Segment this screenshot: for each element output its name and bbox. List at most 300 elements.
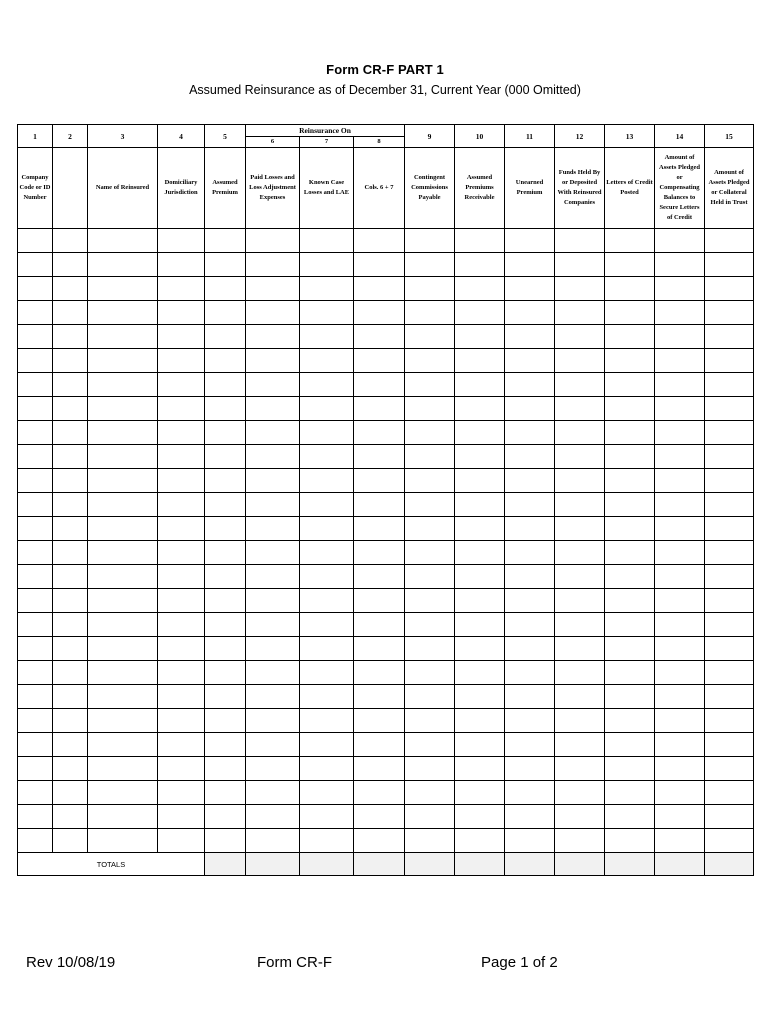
entry-cell[interactable] [354,637,405,661]
entry-cell[interactable] [405,541,455,565]
entry-cell[interactable] [405,613,455,637]
entry-cell[interactable] [354,493,405,517]
entry-cell[interactable] [555,541,605,565]
entry-cell[interactable] [455,589,505,613]
entry-cell[interactable] [300,757,354,781]
entry-cell[interactable] [505,661,555,685]
entry-cell[interactable] [53,829,88,853]
entry-cell[interactable] [455,445,505,469]
entry-cell[interactable] [300,733,354,757]
entry-cell[interactable] [705,541,754,565]
entry-cell[interactable] [246,445,300,469]
entry-cell[interactable] [246,589,300,613]
entry-cell[interactable] [88,277,158,301]
entry-cell[interactable] [505,805,555,829]
totals-cell[interactable] [246,853,300,876]
entry-cell[interactable] [53,781,88,805]
entry-cell[interactable] [158,637,205,661]
entry-cell[interactable] [53,349,88,373]
entry-cell[interactable] [605,469,655,493]
entry-cell[interactable] [405,493,455,517]
entry-cell[interactable] [505,253,555,277]
entry-cell[interactable] [455,229,505,253]
entry-cell[interactable] [300,421,354,445]
entry-cell[interactable] [205,349,246,373]
entry-cell[interactable] [405,421,455,445]
entry-cell[interactable] [18,421,53,445]
entry-cell[interactable] [88,229,158,253]
entry-cell[interactable] [53,493,88,517]
entry-cell[interactable] [246,253,300,277]
entry-cell[interactable] [88,325,158,349]
entry-cell[interactable] [246,781,300,805]
entry-cell[interactable] [455,685,505,709]
entry-cell[interactable] [354,469,405,493]
entry-cell[interactable] [605,373,655,397]
entry-cell[interactable] [405,325,455,349]
entry-cell[interactable] [246,805,300,829]
entry-cell[interactable] [18,469,53,493]
entry-cell[interactable] [205,589,246,613]
entry-cell[interactable] [655,517,705,541]
entry-cell[interactable] [18,589,53,613]
entry-cell[interactable] [405,733,455,757]
entry-cell[interactable] [705,661,754,685]
entry-cell[interactable] [505,613,555,637]
entry-cell[interactable] [505,373,555,397]
entry-cell[interactable] [158,229,205,253]
entry-cell[interactable] [705,325,754,349]
entry-cell[interactable] [655,277,705,301]
entry-cell[interactable] [405,685,455,709]
entry-cell[interactable] [405,709,455,733]
entry-cell[interactable] [246,829,300,853]
entry-cell[interactable] [455,469,505,493]
entry-cell[interactable] [455,661,505,685]
entry-cell[interactable] [53,757,88,781]
entry-cell[interactable] [246,301,300,325]
entry-cell[interactable] [455,805,505,829]
entry-cell[interactable] [455,421,505,445]
entry-cell[interactable] [88,685,158,709]
entry-cell[interactable] [705,685,754,709]
entry-cell[interactable] [455,613,505,637]
entry-cell[interactable] [555,733,605,757]
entry-cell[interactable] [555,805,605,829]
entry-cell[interactable] [246,397,300,421]
entry-cell[interactable] [405,829,455,853]
entry-cell[interactable] [555,397,605,421]
entry-cell[interactable] [354,613,405,637]
entry-cell[interactable] [455,373,505,397]
entry-cell[interactable] [158,277,205,301]
entry-cell[interactable] [455,733,505,757]
entry-cell[interactable] [300,445,354,469]
entry-cell[interactable] [555,493,605,517]
entry-cell[interactable] [53,709,88,733]
entry-cell[interactable] [705,469,754,493]
entry-cell[interactable] [158,493,205,517]
entry-cell[interactable] [158,253,205,277]
entry-cell[interactable] [158,397,205,421]
entry-cell[interactable] [158,325,205,349]
entry-cell[interactable] [88,373,158,397]
entry-cell[interactable] [300,325,354,349]
entry-cell[interactable] [455,277,505,301]
entry-cell[interactable] [158,781,205,805]
totals-cell[interactable] [555,853,605,876]
entry-cell[interactable] [246,517,300,541]
entry-cell[interactable] [555,709,605,733]
entry-cell[interactable] [205,805,246,829]
entry-cell[interactable] [88,733,158,757]
entry-cell[interactable] [158,757,205,781]
entry-cell[interactable] [354,229,405,253]
entry-cell[interactable] [705,421,754,445]
entry-cell[interactable] [605,493,655,517]
totals-cell[interactable] [300,853,354,876]
entry-cell[interactable] [246,229,300,253]
entry-cell[interactable] [505,733,555,757]
entry-cell[interactable] [705,517,754,541]
entry-cell[interactable] [88,709,158,733]
entry-cell[interactable] [505,469,555,493]
entry-cell[interactable] [555,349,605,373]
entry-cell[interactable] [705,589,754,613]
entry-cell[interactable] [354,781,405,805]
entry-cell[interactable] [405,229,455,253]
entry-cell[interactable] [655,757,705,781]
entry-cell[interactable] [455,397,505,421]
entry-cell[interactable] [705,709,754,733]
entry-cell[interactable] [205,685,246,709]
entry-cell[interactable] [205,253,246,277]
entry-cell[interactable] [555,421,605,445]
entry-cell[interactable] [455,301,505,325]
entry-cell[interactable] [605,301,655,325]
entry-cell[interactable] [158,349,205,373]
entry-cell[interactable] [18,637,53,661]
entry-cell[interactable] [158,709,205,733]
entry-cell[interactable] [53,469,88,493]
entry-cell[interactable] [205,709,246,733]
entry-cell[interactable] [655,565,705,589]
entry-cell[interactable] [655,733,705,757]
entry-cell[interactable] [354,565,405,589]
entry-cell[interactable] [300,781,354,805]
entry-cell[interactable] [405,397,455,421]
entry-cell[interactable] [300,661,354,685]
totals-cell[interactable] [455,853,505,876]
entry-cell[interactable] [655,301,705,325]
entry-cell[interactable] [246,733,300,757]
entry-cell[interactable] [246,469,300,493]
entry-cell[interactable] [605,589,655,613]
entry-cell[interactable] [18,445,53,469]
entry-cell[interactable] [705,565,754,589]
entry-cell[interactable] [53,661,88,685]
entry-cell[interactable] [555,637,605,661]
entry-cell[interactable] [705,805,754,829]
entry-cell[interactable] [88,349,158,373]
entry-cell[interactable] [354,517,405,541]
entry-cell[interactable] [246,373,300,397]
entry-cell[interactable] [605,805,655,829]
entry-cell[interactable] [205,397,246,421]
entry-cell[interactable] [18,229,53,253]
entry-cell[interactable] [655,445,705,469]
entry-cell[interactable] [53,565,88,589]
entry-cell[interactable] [354,301,405,325]
entry-cell[interactable] [246,349,300,373]
entry-cell[interactable] [405,301,455,325]
entry-cell[interactable] [505,781,555,805]
entry-cell[interactable] [455,541,505,565]
entry-cell[interactable] [300,397,354,421]
entry-cell[interactable] [158,517,205,541]
entry-cell[interactable] [705,253,754,277]
entry-cell[interactable] [605,421,655,445]
entry-cell[interactable] [158,733,205,757]
entry-cell[interactable] [505,589,555,613]
entry-cell[interactable] [53,397,88,421]
entry-cell[interactable] [158,661,205,685]
entry-cell[interactable] [605,829,655,853]
entry-cell[interactable] [53,373,88,397]
entry-cell[interactable] [605,661,655,685]
entry-cell[interactable] [300,373,354,397]
entry-cell[interactable] [405,277,455,301]
entry-cell[interactable] [88,421,158,445]
entry-cell[interactable] [53,421,88,445]
entry-cell[interactable] [555,229,605,253]
entry-cell[interactable] [505,229,555,253]
totals-cell[interactable] [505,853,555,876]
entry-cell[interactable] [205,301,246,325]
entry-cell[interactable] [300,301,354,325]
entry-cell[interactable] [88,541,158,565]
entry-cell[interactable] [205,733,246,757]
entry-cell[interactable] [158,301,205,325]
entry-cell[interactable] [53,733,88,757]
entry-cell[interactable] [205,325,246,349]
entry-cell[interactable] [555,589,605,613]
entry-cell[interactable] [605,541,655,565]
entry-cell[interactable] [158,685,205,709]
entry-cell[interactable] [705,637,754,661]
entry-cell[interactable] [354,541,405,565]
entry-cell[interactable] [605,613,655,637]
entry-cell[interactable] [88,517,158,541]
entry-cell[interactable] [300,277,354,301]
entry-cell[interactable] [300,613,354,637]
entry-cell[interactable] [205,757,246,781]
totals-cell[interactable] [405,853,455,876]
entry-cell[interactable] [705,733,754,757]
entry-cell[interactable] [405,373,455,397]
entry-cell[interactable] [205,565,246,589]
entry-cell[interactable] [246,661,300,685]
entry-cell[interactable] [18,733,53,757]
entry-cell[interactable] [455,349,505,373]
entry-cell[interactable] [705,229,754,253]
entry-cell[interactable] [246,493,300,517]
entry-cell[interactable] [88,757,158,781]
entry-cell[interactable] [88,493,158,517]
entry-cell[interactable] [505,445,555,469]
entry-cell[interactable] [655,469,705,493]
entry-cell[interactable] [53,541,88,565]
entry-cell[interactable] [205,541,246,565]
entry-cell[interactable] [505,493,555,517]
entry-cell[interactable] [354,421,405,445]
entry-cell[interactable] [300,805,354,829]
entry-cell[interactable] [300,253,354,277]
entry-cell[interactable] [655,253,705,277]
entry-cell[interactable] [158,445,205,469]
entry-cell[interactable] [655,541,705,565]
entry-cell[interactable] [158,421,205,445]
entry-cell[interactable] [505,325,555,349]
entry-cell[interactable] [158,805,205,829]
entry-cell[interactable] [505,829,555,853]
entry-cell[interactable] [300,709,354,733]
entry-cell[interactable] [18,709,53,733]
entry-cell[interactable] [18,661,53,685]
entry-cell[interactable] [53,277,88,301]
entry-cell[interactable] [300,517,354,541]
entry-cell[interactable] [205,493,246,517]
entry-cell[interactable] [88,805,158,829]
entry-cell[interactable] [555,661,605,685]
totals-cell[interactable] [705,853,754,876]
entry-cell[interactable] [605,781,655,805]
entry-cell[interactable] [405,781,455,805]
entry-cell[interactable] [505,517,555,541]
entry-cell[interactable] [53,325,88,349]
entry-cell[interactable] [354,805,405,829]
entry-cell[interactable] [455,757,505,781]
entry-cell[interactable] [605,685,655,709]
entry-cell[interactable] [705,757,754,781]
entry-cell[interactable] [300,829,354,853]
entry-cell[interactable] [555,781,605,805]
entry-cell[interactable] [88,445,158,469]
entry-cell[interactable] [354,445,405,469]
entry-cell[interactable] [505,421,555,445]
entry-cell[interactable] [53,253,88,277]
entry-cell[interactable] [300,541,354,565]
entry-cell[interactable] [455,781,505,805]
entry-cell[interactable] [354,661,405,685]
entry-cell[interactable] [705,397,754,421]
entry-cell[interactable] [354,397,405,421]
entry-cell[interactable] [88,829,158,853]
entry-cell[interactable] [455,637,505,661]
entry-cell[interactable] [405,349,455,373]
entry-cell[interactable] [655,661,705,685]
totals-cell[interactable] [655,853,705,876]
entry-cell[interactable] [205,445,246,469]
entry-cell[interactable] [205,613,246,637]
entry-cell[interactable] [300,469,354,493]
entry-cell[interactable] [655,613,705,637]
entry-cell[interactable] [354,829,405,853]
totals-cell[interactable] [354,853,405,876]
entry-cell[interactable] [18,517,53,541]
entry-cell[interactable] [246,637,300,661]
entry-cell[interactable] [158,829,205,853]
entry-cell[interactable] [555,373,605,397]
entry-cell[interactable] [300,685,354,709]
entry-cell[interactable] [605,757,655,781]
entry-cell[interactable] [555,301,605,325]
entry-cell[interactable] [455,709,505,733]
entry-cell[interactable] [555,469,605,493]
entry-cell[interactable] [455,493,505,517]
entry-cell[interactable] [18,253,53,277]
entry-cell[interactable] [300,493,354,517]
entry-cell[interactable] [88,637,158,661]
entry-cell[interactable] [705,373,754,397]
entry-cell[interactable] [605,733,655,757]
entry-cell[interactable] [246,685,300,709]
entry-cell[interactable] [246,541,300,565]
entry-cell[interactable] [655,493,705,517]
entry-cell[interactable] [655,229,705,253]
entry-cell[interactable] [555,253,605,277]
entry-cell[interactable] [555,757,605,781]
entry-cell[interactable] [605,709,655,733]
entry-cell[interactable] [88,781,158,805]
entry-cell[interactable] [354,325,405,349]
entry-cell[interactable] [605,253,655,277]
entry-cell[interactable] [18,397,53,421]
entry-cell[interactable] [555,517,605,541]
entry-cell[interactable] [605,565,655,589]
entry-cell[interactable] [88,397,158,421]
entry-cell[interactable] [354,685,405,709]
entry-cell[interactable] [205,637,246,661]
entry-cell[interactable] [605,637,655,661]
entry-cell[interactable] [505,541,555,565]
entry-cell[interactable] [354,709,405,733]
entry-cell[interactable] [655,349,705,373]
entry-cell[interactable] [655,709,705,733]
entry-cell[interactable] [405,253,455,277]
entry-cell[interactable] [18,301,53,325]
entry-cell[interactable] [88,301,158,325]
entry-cell[interactable] [205,373,246,397]
entry-cell[interactable] [53,637,88,661]
entry-cell[interactable] [605,229,655,253]
entry-cell[interactable] [555,565,605,589]
entry-cell[interactable] [455,565,505,589]
entry-cell[interactable] [405,517,455,541]
entry-cell[interactable] [53,613,88,637]
entry-cell[interactable] [18,541,53,565]
entry-cell[interactable] [605,325,655,349]
entry-cell[interactable] [455,325,505,349]
entry-cell[interactable] [88,565,158,589]
entry-cell[interactable] [705,277,754,301]
entry-cell[interactable] [205,781,246,805]
entry-cell[interactable] [655,373,705,397]
entry-cell[interactable] [246,421,300,445]
entry-cell[interactable] [246,709,300,733]
entry-cell[interactable] [205,277,246,301]
entry-cell[interactable] [246,613,300,637]
